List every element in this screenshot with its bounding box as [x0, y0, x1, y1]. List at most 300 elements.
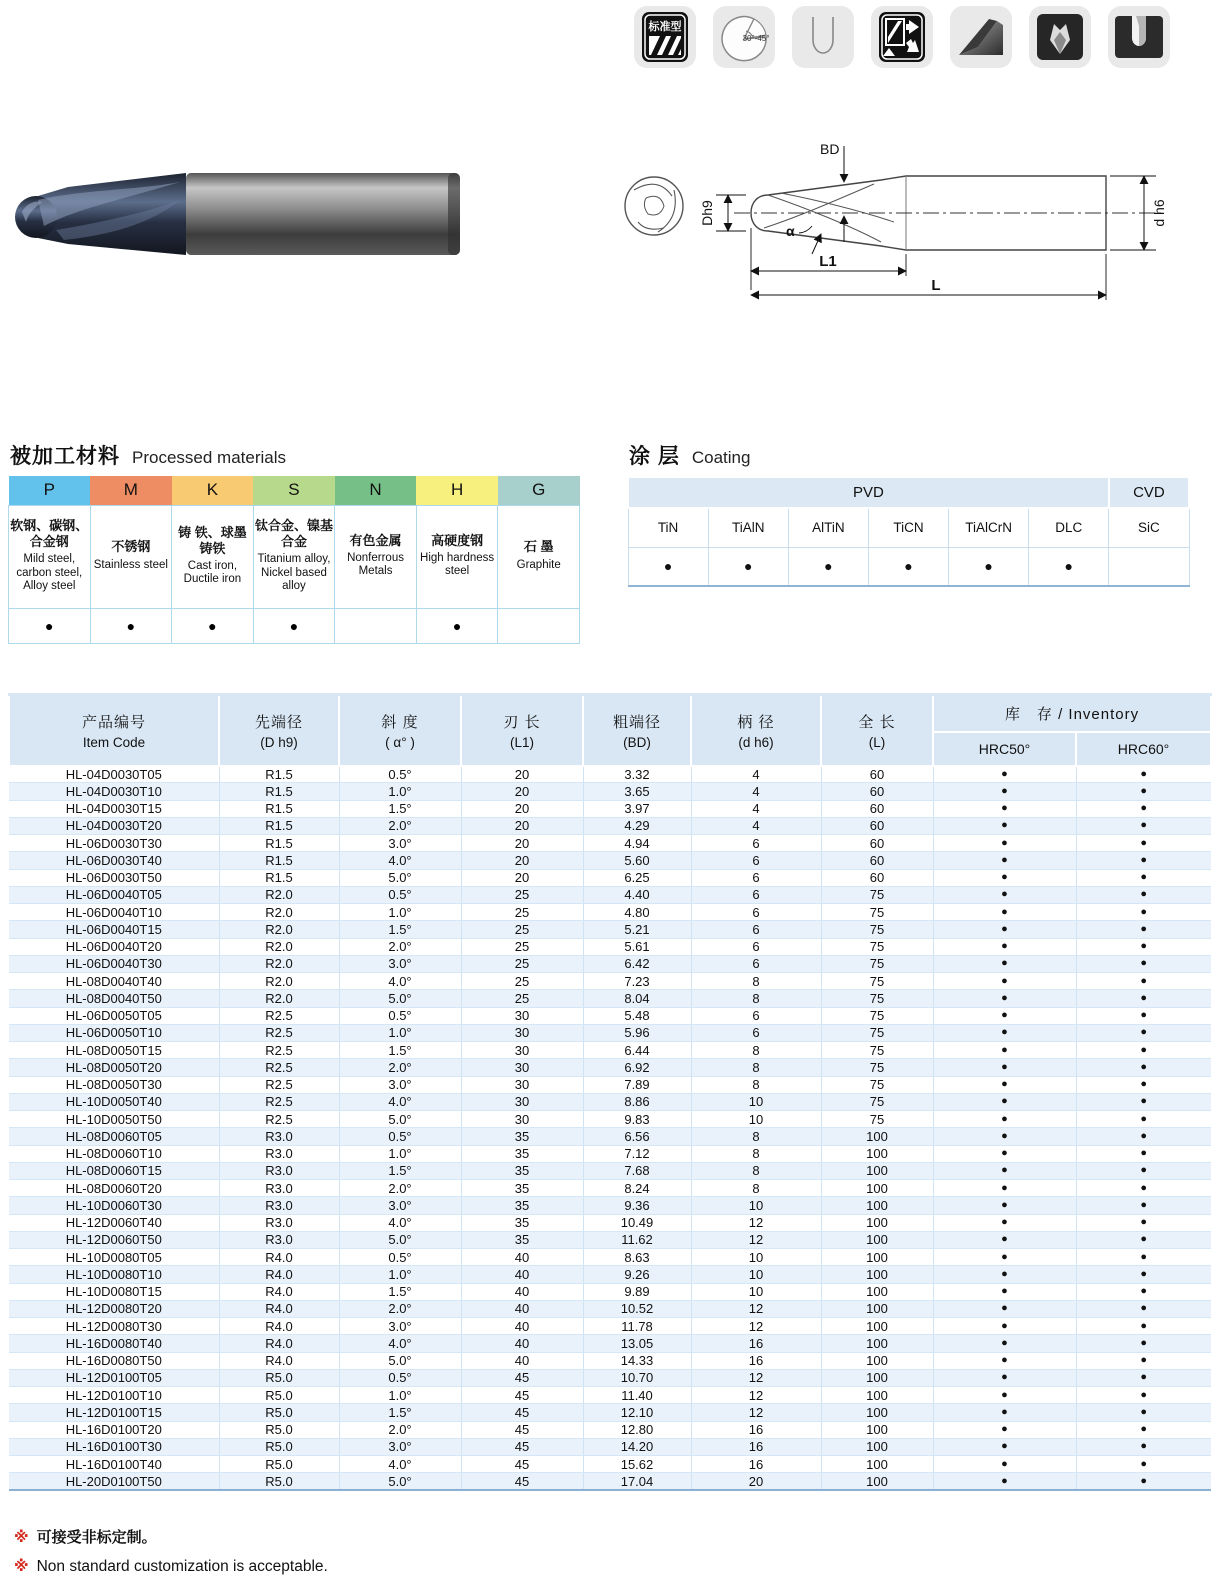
spec-shank-diameter: 8	[691, 990, 821, 1007]
spec-flute-length: 35	[461, 1128, 583, 1145]
spec-taper-angle: 4.0°	[339, 852, 461, 869]
spec-overall-length: 60	[821, 817, 933, 834]
spec-taper-angle: 1.0°	[339, 1024, 461, 1041]
col-header-big-end-diameter: 粗端径 (BD)	[583, 695, 691, 766]
spec-big-end-diameter: 9.36	[583, 1197, 691, 1214]
spec-taper-angle: 5.0°	[339, 1473, 461, 1490]
spec-taper-angle: 3.0°	[339, 1197, 461, 1214]
spec-flute-length: 30	[461, 1111, 583, 1128]
spec-flute-length: 20	[461, 852, 583, 869]
spec-taper-angle: 1.5°	[339, 1042, 461, 1059]
spec-hrc50-dot: ●	[933, 1145, 1076, 1162]
spec-overall-length: 60	[821, 835, 933, 852]
coating-name-TiAlN: TiAlN	[708, 508, 788, 547]
spec-big-end-diameter: 4.29	[583, 817, 691, 834]
spec-hrc50-dot: ●	[933, 973, 1076, 990]
material-class-row	[9, 476, 580, 505]
spec-hrc50-dot: ●	[933, 1111, 1076, 1128]
spec-flute-length: 40	[461, 1249, 583, 1266]
spec-hrc60-dot: ●	[1076, 1214, 1211, 1231]
spec-item-code: HL-10D0050T40	[9, 1093, 219, 1110]
spec-flute-length: 35	[461, 1214, 583, 1231]
spec-big-end-diameter: 8.04	[583, 990, 691, 1007]
spec-table	[8, 693, 1212, 1491]
spec-item-code: HL-04D0030T10	[9, 783, 219, 800]
spec-big-end-diameter: 12.10	[583, 1404, 691, 1421]
spec-overall-length: 75	[821, 1024, 933, 1041]
spec-row	[9, 1369, 1211, 1386]
spec-hrc50-dot: ●	[933, 1352, 1076, 1369]
spec-hrc50-dot: ●	[933, 817, 1076, 834]
spec-taper-angle: 0.5°	[339, 766, 461, 783]
spec-row	[9, 852, 1211, 869]
spec-row	[9, 1197, 1211, 1214]
spec-big-end-diameter: 8.24	[583, 1180, 691, 1197]
spec-big-end-diameter: 6.25	[583, 869, 691, 886]
spec-overall-length: 100	[821, 1438, 933, 1455]
note-text-en: Non standard customization is acceptable.	[36, 1558, 328, 1575]
spec-hrc50-dot: ●	[933, 1318, 1076, 1335]
spec-item-code: HL-12D0100T05	[9, 1369, 219, 1386]
spec-flute-length: 25	[461, 990, 583, 1007]
spec-shank-diameter: 6	[691, 869, 821, 886]
plunging-icon	[1029, 6, 1091, 68]
spec-big-end-diameter: 12.80	[583, 1421, 691, 1438]
spec-taper-angle: 2.0°	[339, 1180, 461, 1197]
spec-overall-length: 100	[821, 1128, 933, 1145]
spec-item-code: HL-12D0080T20	[9, 1300, 219, 1317]
spec-overall-length: 100	[821, 1335, 933, 1352]
spec-overall-length: 100	[821, 1180, 933, 1197]
material-class-S: S	[253, 476, 335, 505]
spec-hrc60-dot: ●	[1076, 1421, 1211, 1438]
spec-row	[9, 938, 1211, 955]
spec-flute-length: 20	[461, 835, 583, 852]
spec-flute-length: 45	[461, 1421, 583, 1438]
coating-group-row	[628, 477, 1189, 508]
spec-overall-length: 100	[821, 1162, 933, 1179]
material-dot-K: ●	[172, 608, 254, 643]
spec-overall-length: 75	[821, 1042, 933, 1059]
spec-taper-angle: 4.0°	[339, 1456, 461, 1473]
coating-dot-TiN: ●	[628, 547, 708, 586]
spec-flute-length: 25	[461, 886, 583, 903]
spec-item-code: HL-06D0040T05	[9, 886, 219, 903]
spec-hrc60-dot: ●	[1076, 1456, 1211, 1473]
spec-row	[9, 869, 1211, 886]
spec-taper-angle: 1.5°	[339, 800, 461, 817]
spec-tip-diameter: R4.0	[219, 1352, 339, 1369]
material-desc-H: 高硬度钢 High hardness steel	[416, 505, 498, 608]
spec-overall-length: 100	[821, 1352, 933, 1369]
spec-tip-diameter: R2.5	[219, 1111, 339, 1128]
spec-row	[9, 1300, 1211, 1317]
material-class-M: M	[90, 476, 172, 505]
spec-flute-length: 35	[461, 1162, 583, 1179]
spec-hrc60-dot: ●	[1076, 1076, 1211, 1093]
spec-overall-length: 75	[821, 904, 933, 921]
spec-hrc50-dot: ●	[933, 783, 1076, 800]
spec-row	[9, 1473, 1211, 1490]
spec-shank-diameter: 10	[691, 1283, 821, 1300]
spec-big-end-diameter: 6.92	[583, 1059, 691, 1076]
spec-hrc60-dot: ●	[1076, 766, 1211, 783]
spec-row	[9, 766, 1211, 783]
spec-taper-angle: 2.0°	[339, 1059, 461, 1076]
spec-overall-length: 75	[821, 1093, 933, 1110]
spec-item-code: HL-16D0100T20	[9, 1421, 219, 1438]
spec-item-code: HL-16D0080T40	[9, 1335, 219, 1352]
spec-big-end-diameter: 11.40	[583, 1387, 691, 1404]
spec-taper-angle: 5.0°	[339, 1111, 461, 1128]
spec-taper-angle: 2.0°	[339, 1421, 461, 1438]
spec-flute-length: 40	[461, 1266, 583, 1283]
spec-overall-length: 60	[821, 869, 933, 886]
coating-table	[627, 476, 1190, 587]
spec-shank-diameter: 16	[691, 1438, 821, 1455]
spec-item-code: HL-08D0050T20	[9, 1059, 219, 1076]
spec-hrc50-dot: ●	[933, 1076, 1076, 1093]
spec-shank-diameter: 8	[691, 1128, 821, 1145]
material-dot-row	[9, 608, 580, 643]
coating-dot-TiAlCrN: ●	[949, 547, 1029, 586]
spec-taper-angle: 4.0°	[339, 1335, 461, 1352]
spec-flute-length: 45	[461, 1387, 583, 1404]
spec-taper-angle: 5.0°	[339, 869, 461, 886]
spec-flute-length: 30	[461, 1076, 583, 1093]
spec-item-code: HL-06D0050T10	[9, 1024, 219, 1041]
spec-hrc60-dot: ●	[1076, 1318, 1211, 1335]
material-class-P: P	[9, 476, 91, 505]
spec-tip-diameter: R5.0	[219, 1387, 339, 1404]
spec-item-code: HL-12D0100T15	[9, 1404, 219, 1421]
spec-hrc50-dot: ●	[933, 1387, 1076, 1404]
spec-hrc50-dot: ●	[933, 1283, 1076, 1300]
spec-hrc60-dot: ●	[1076, 817, 1211, 834]
spec-item-code: HL-12D0060T40	[9, 1214, 219, 1231]
spec-hrc50-dot: ●	[933, 766, 1076, 783]
spec-hrc60-dot: ●	[1076, 1197, 1211, 1214]
spec-item-code: HL-08D0060T10	[9, 1145, 219, 1162]
spec-tip-diameter: R3.0	[219, 1180, 339, 1197]
spec-item-code: HL-16D0100T30	[9, 1438, 219, 1455]
material-dot-P: ●	[9, 608, 91, 643]
spec-item-code: HL-06D0040T10	[9, 904, 219, 921]
spec-overall-length: 100	[821, 1145, 933, 1162]
spec-overall-length: 100	[821, 1300, 933, 1317]
col-header-flute-length: 刃 长 (L1)	[461, 695, 583, 766]
spec-shank-diameter: 12	[691, 1214, 821, 1231]
spec-tip-diameter: R1.5	[219, 869, 339, 886]
spec-taper-angle: 1.5°	[339, 1404, 461, 1421]
spec-taper-angle: 2.0°	[339, 817, 461, 834]
spec-row	[9, 886, 1211, 903]
spec-big-end-diameter: 6.56	[583, 1128, 691, 1145]
diagram-label-l1: L1	[819, 253, 837, 270]
spec-tip-diameter: R2.0	[219, 990, 339, 1007]
spec-big-end-diameter: 3.65	[583, 783, 691, 800]
spec-row	[9, 1059, 1211, 1076]
coating-group-PVD: PVD	[628, 477, 1109, 508]
spec-overall-length: 75	[821, 938, 933, 955]
coating-title-en: Coating	[691, 448, 751, 467]
spec-taper-angle: 0.5°	[339, 1128, 461, 1145]
spec-big-end-diameter: 10.49	[583, 1214, 691, 1231]
col-header-tip-diameter: 先端径 (D h9)	[219, 695, 339, 766]
spec-hrc60-dot: ●	[1076, 1093, 1211, 1110]
spec-flute-length: 20	[461, 766, 583, 783]
spec-tip-diameter: R1.5	[219, 766, 339, 783]
spec-hrc60-dot: ●	[1076, 1059, 1211, 1076]
spec-taper-angle: 0.5°	[339, 1007, 461, 1024]
spec-item-code: HL-06D0040T30	[9, 955, 219, 972]
spec-shank-diameter: 12	[691, 1369, 821, 1386]
spec-hrc50-dot: ●	[933, 1335, 1076, 1352]
material-desc-row	[9, 505, 580, 608]
processed-materials-title-en: Processed materials	[132, 448, 287, 467]
spec-tip-diameter: R3.0	[219, 1197, 339, 1214]
spec-tip-diameter: R2.5	[219, 1007, 339, 1024]
spec-hrc50-dot: ●	[933, 1421, 1076, 1438]
spec-tip-diameter: R4.0	[219, 1335, 339, 1352]
spec-shank-diameter: 6	[691, 1007, 821, 1024]
spec-hrc50-dot: ●	[933, 904, 1076, 921]
spec-tip-diameter: R2.5	[219, 1059, 339, 1076]
spec-shank-diameter: 4	[691, 800, 821, 817]
spec-row	[9, 1318, 1211, 1335]
spec-row	[9, 990, 1211, 1007]
spec-big-end-diameter: 6.44	[583, 1042, 691, 1059]
spec-hrc60-dot: ●	[1076, 904, 1211, 921]
coating-name-TiN: TiN	[628, 508, 708, 547]
spec-item-code: HL-08D0040T50	[9, 990, 219, 1007]
spec-tip-diameter: R3.0	[219, 1231, 339, 1248]
spec-hrc60-dot: ●	[1076, 1335, 1211, 1352]
col-header-hrc50: HRC50°	[933, 732, 1076, 766]
spec-item-code: HL-16D0100T40	[9, 1456, 219, 1473]
spec-taper-angle: 4.0°	[339, 1214, 461, 1231]
spec-shank-diameter: 6	[691, 835, 821, 852]
spec-item-code: HL-06D0030T40	[9, 852, 219, 869]
spec-hrc50-dot: ●	[933, 835, 1076, 852]
spec-hrc60-dot: ●	[1076, 1352, 1211, 1369]
spec-flute-length: 45	[461, 1438, 583, 1455]
spec-taper-angle: 4.0°	[339, 973, 461, 990]
spec-shank-diameter: 16	[691, 1352, 821, 1369]
spec-row	[9, 1266, 1211, 1283]
spec-item-code: HL-08D0060T20	[9, 1180, 219, 1197]
spec-big-end-diameter: 8.63	[583, 1249, 691, 1266]
spec-item-code: HL-06D0050T05	[9, 1007, 219, 1024]
spec-row	[9, 1335, 1211, 1352]
spec-hrc50-dot: ●	[933, 869, 1076, 886]
material-desc-K: 铸 铁、球墨铸铁 Cast iron, Ductile iron	[172, 505, 254, 608]
spec-row	[9, 1093, 1211, 1110]
spec-tip-diameter: R5.0	[219, 1438, 339, 1455]
product-photo	[8, 160, 473, 270]
spec-hrc50-dot: ●	[933, 1249, 1076, 1266]
spec-tip-diameter: R2.5	[219, 1093, 339, 1110]
spec-big-end-diameter: 3.97	[583, 800, 691, 817]
spec-flute-length: 45	[461, 1456, 583, 1473]
spec-row	[9, 817, 1211, 834]
spec-taper-angle: 0.5°	[339, 1369, 461, 1386]
diagram-label-dh6: d h6	[1151, 199, 1167, 227]
spec-flute-length: 35	[461, 1145, 583, 1162]
spec-taper-angle: 1.5°	[339, 1283, 461, 1300]
spec-big-end-diameter: 11.62	[583, 1231, 691, 1248]
spec-shank-diameter: 10	[691, 1249, 821, 1266]
spec-tip-diameter: R5.0	[219, 1473, 339, 1490]
spec-flute-length: 35	[461, 1231, 583, 1248]
copy-milling-icon	[871, 6, 933, 68]
material-desc-M: 不锈钢 Stainless steel	[90, 505, 172, 608]
spec-hrc60-dot: ●	[1076, 1128, 1211, 1145]
spec-tip-diameter: R2.0	[219, 938, 339, 955]
spec-hrc60-dot: ●	[1076, 938, 1211, 955]
standard-type-label: 标准型	[648, 21, 682, 33]
spec-row	[9, 1352, 1211, 1369]
spec-hrc50-dot: ●	[933, 1266, 1076, 1283]
coating-dot-row	[628, 547, 1189, 586]
spec-row	[9, 921, 1211, 938]
spec-tip-diameter: R3.0	[219, 1128, 339, 1145]
spec-big-end-diameter: 14.33	[583, 1352, 691, 1369]
spec-flute-length: 45	[461, 1473, 583, 1490]
spec-shank-diameter: 4	[691, 817, 821, 834]
spec-big-end-diameter: 6.42	[583, 955, 691, 972]
material-dot-M: ●	[90, 608, 172, 643]
spec-row	[9, 1024, 1211, 1041]
spec-shank-diameter: 16	[691, 1335, 821, 1352]
coating-dot-TiAlN: ●	[708, 547, 788, 586]
spec-overall-length: 75	[821, 1076, 933, 1093]
spec-tip-diameter: R4.0	[219, 1318, 339, 1335]
spec-overall-length: 100	[821, 1249, 933, 1266]
spec-tip-diameter: R2.5	[219, 1076, 339, 1093]
spec-item-code: HL-08D0060T15	[9, 1162, 219, 1179]
spec-big-end-diameter: 7.68	[583, 1162, 691, 1179]
spec-shank-diameter: 16	[691, 1456, 821, 1473]
spec-tip-diameter: R2.5	[219, 1042, 339, 1059]
spec-hrc60-dot: ●	[1076, 1007, 1211, 1024]
spec-hrc60-dot: ●	[1076, 783, 1211, 800]
spec-big-end-diameter: 9.89	[583, 1283, 691, 1300]
spec-flute-length: 40	[461, 1352, 583, 1369]
diagram-label-alpha: α	[786, 223, 795, 239]
spec-big-end-diameter: 13.05	[583, 1335, 691, 1352]
spec-taper-angle: 3.0°	[339, 1318, 461, 1335]
diagram-label-dh9: Dh9	[699, 200, 715, 226]
ball-nose-profile-icon	[792, 6, 854, 68]
spec-flute-length: 30	[461, 1042, 583, 1059]
spec-overall-length: 75	[821, 921, 933, 938]
spec-big-end-diameter: 9.26	[583, 1266, 691, 1283]
footer-notes	[14, 1526, 328, 1586]
spec-overall-length: 100	[821, 1473, 933, 1490]
spec-row	[9, 1249, 1211, 1266]
spec-big-end-diameter: 7.12	[583, 1145, 691, 1162]
spec-taper-angle: 1.0°	[339, 904, 461, 921]
spec-row	[9, 1076, 1211, 1093]
spec-shank-diameter: 16	[691, 1421, 821, 1438]
spec-row	[9, 1128, 1211, 1145]
note-text-zh: 可接受非标定制。	[36, 1529, 157, 1546]
spec-flute-length: 35	[461, 1197, 583, 1214]
spec-tip-diameter: R1.5	[219, 852, 339, 869]
spec-taper-angle: 5.0°	[339, 1231, 461, 1248]
spec-hrc50-dot: ●	[933, 1024, 1076, 1041]
spec-taper-angle: 5.0°	[339, 1352, 461, 1369]
spec-row	[9, 1387, 1211, 1404]
spec-row	[9, 1180, 1211, 1197]
spec-item-code: HL-06D0040T15	[9, 921, 219, 938]
material-desc-G: 石 墨 Graphite	[498, 505, 580, 608]
spec-shank-diameter: 8	[691, 1042, 821, 1059]
spec-overall-length: 100	[821, 1266, 933, 1283]
spec-overall-length: 100	[821, 1404, 933, 1421]
spec-item-code: HL-20D0100T50	[9, 1473, 219, 1490]
col-header-overall-length: 全 长 (L)	[821, 695, 933, 766]
spec-hrc60-dot: ●	[1076, 1369, 1211, 1386]
spec-shank-diameter: 12	[691, 1300, 821, 1317]
spec-hrc50-dot: ●	[933, 1197, 1076, 1214]
spec-overall-length: 100	[821, 1214, 933, 1231]
spec-overall-length: 75	[821, 1007, 933, 1024]
spec-hrc50-dot: ●	[933, 886, 1076, 903]
coating-name-TiCN: TiCN	[868, 508, 948, 547]
spec-shank-diameter: 6	[691, 921, 821, 938]
spec-big-end-diameter: 9.83	[583, 1111, 691, 1128]
coating-dot-DLC: ●	[1029, 547, 1109, 586]
spec-tip-diameter: R2.0	[219, 973, 339, 990]
spec-taper-angle: 3.0°	[339, 1076, 461, 1093]
material-dot-G	[498, 608, 580, 643]
slotting-icon	[1108, 6, 1170, 68]
coating-dot-AlTiN: ●	[788, 547, 868, 586]
spec-big-end-diameter: 5.48	[583, 1007, 691, 1024]
spec-hrc50-dot: ●	[933, 1369, 1076, 1386]
spec-shank-diameter: 10	[691, 1197, 821, 1214]
spec-taper-angle: 0.5°	[339, 1249, 461, 1266]
spec-shank-diameter: 6	[691, 852, 821, 869]
spec-shank-diameter: 8	[691, 1145, 821, 1162]
spec-item-code: HL-06D0030T50	[9, 869, 219, 886]
spec-item-code: HL-04D0030T15	[9, 800, 219, 817]
coating-group-CVD: CVD	[1109, 477, 1189, 508]
spec-item-code: HL-08D0050T15	[9, 1042, 219, 1059]
spec-overall-length: 100	[821, 1231, 933, 1248]
spec-item-code: HL-10D0080T05	[9, 1249, 219, 1266]
coating-name-row	[628, 508, 1189, 547]
spec-big-end-diameter: 17.04	[583, 1473, 691, 1490]
spec-item-code: HL-08D0040T40	[9, 973, 219, 990]
spec-tip-diameter: R5.0	[219, 1404, 339, 1421]
spec-hrc60-dot: ●	[1076, 835, 1211, 852]
spec-tip-diameter: R2.0	[219, 904, 339, 921]
spec-row	[9, 1438, 1211, 1455]
spec-taper-angle: 1.0°	[339, 1145, 461, 1162]
spec-shank-diameter: 4	[691, 783, 821, 800]
spec-hrc50-dot: ●	[933, 1404, 1076, 1421]
spec-hrc50-dot: ●	[933, 921, 1076, 938]
spec-flute-length: 25	[461, 938, 583, 955]
spec-hrc60-dot: ●	[1076, 1042, 1211, 1059]
spec-flute-length: 30	[461, 1024, 583, 1041]
spec-shank-diameter: 8	[691, 1180, 821, 1197]
spec-taper-angle: 5.0°	[339, 990, 461, 1007]
spec-hrc60-dot: ●	[1076, 1283, 1211, 1300]
